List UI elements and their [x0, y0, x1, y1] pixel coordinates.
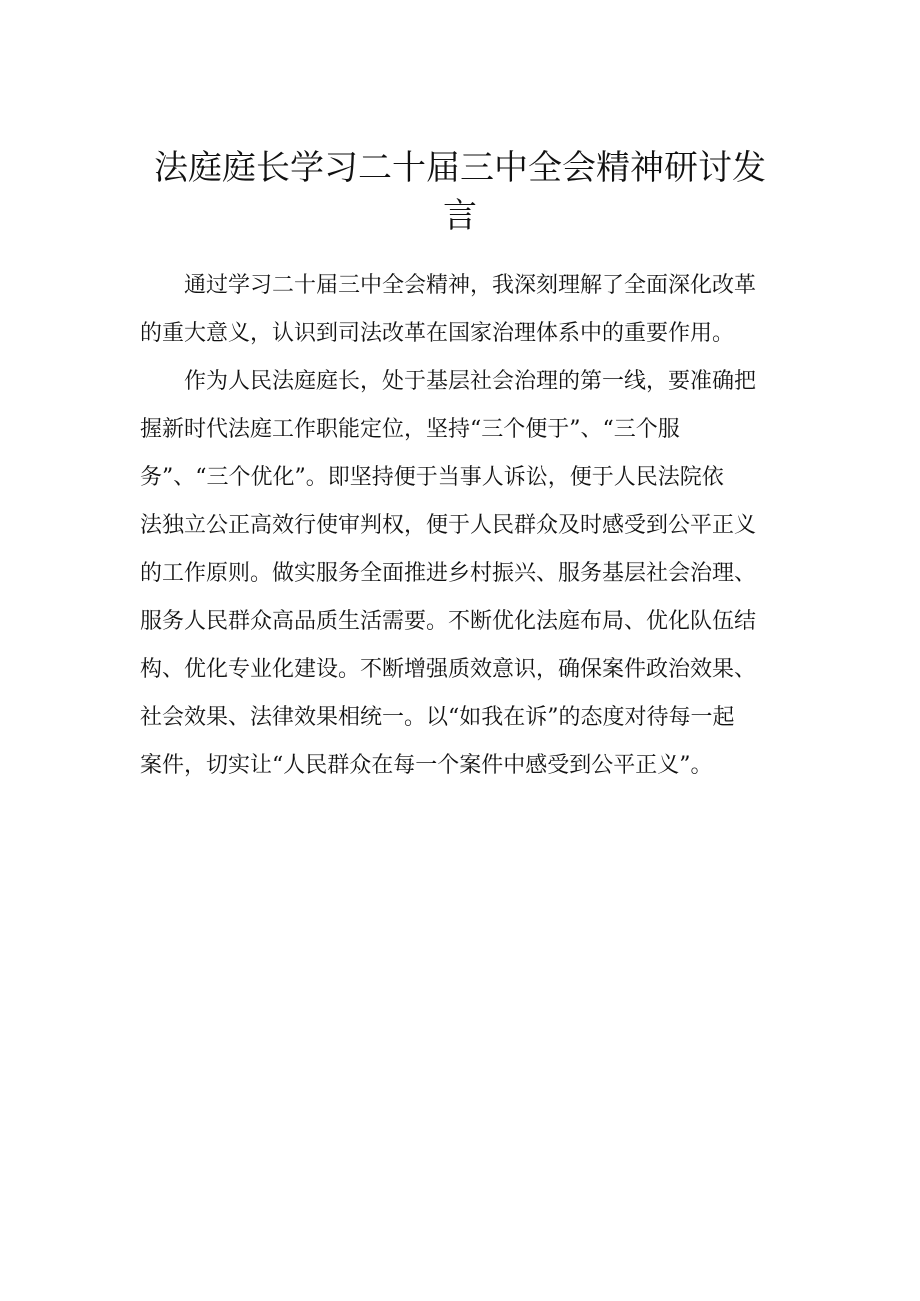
paragraph-line: 通过学习二十届三中全会精神，我深刻理解了全面深化改革: [184, 273, 757, 298]
paragraph-line: 握新时代法庭工作职能定位，坚持“三个便于”、“三个服: [140, 417, 680, 442]
document-title: [140, 144, 780, 240]
paragraph-line: 法独立公正高效行使审判权，便于人民群众及时感受到公平正义: [140, 513, 757, 538]
paragraph-2: [140, 358, 790, 790]
paragraph-line: 构、优化专业化建设。不断增强质效意识，确保案件政治效果、: [140, 657, 757, 682]
paragraph-line: 的重大意义，认识到司法改革在国家治理体系中的重要作用。: [140, 321, 735, 346]
paragraph-line: 作为人民法庭庭长，处于基层社会治理的第一线，要准确把: [184, 369, 757, 394]
paragraph-1: [140, 262, 790, 358]
document-body: [140, 262, 790, 790]
paragraph-line: 案件，切实让“人民群众在每一个案件中感受到公平正义”。: [140, 753, 713, 778]
title-line: 言: [443, 196, 477, 236]
paragraph-line: 服务人民群众高品质生活需要。不断优化法庭布局、优化队伍结: [140, 609, 757, 634]
paragraph-line: 务”、“三个优化”。即坚持便于当事人诉讼，便于人民法院依: [140, 465, 724, 490]
paragraph-line: 社会效果、法律效果相统一。以“如我在诉”的态度对待每一起: [140, 705, 735, 730]
paragraph-line: 的工作原则。做实服务全面推进乡村振兴、服务基层社会治理、: [140, 561, 757, 586]
title-line: 法庭庭长学习二十届三中全会精神研讨发: [154, 148, 766, 188]
